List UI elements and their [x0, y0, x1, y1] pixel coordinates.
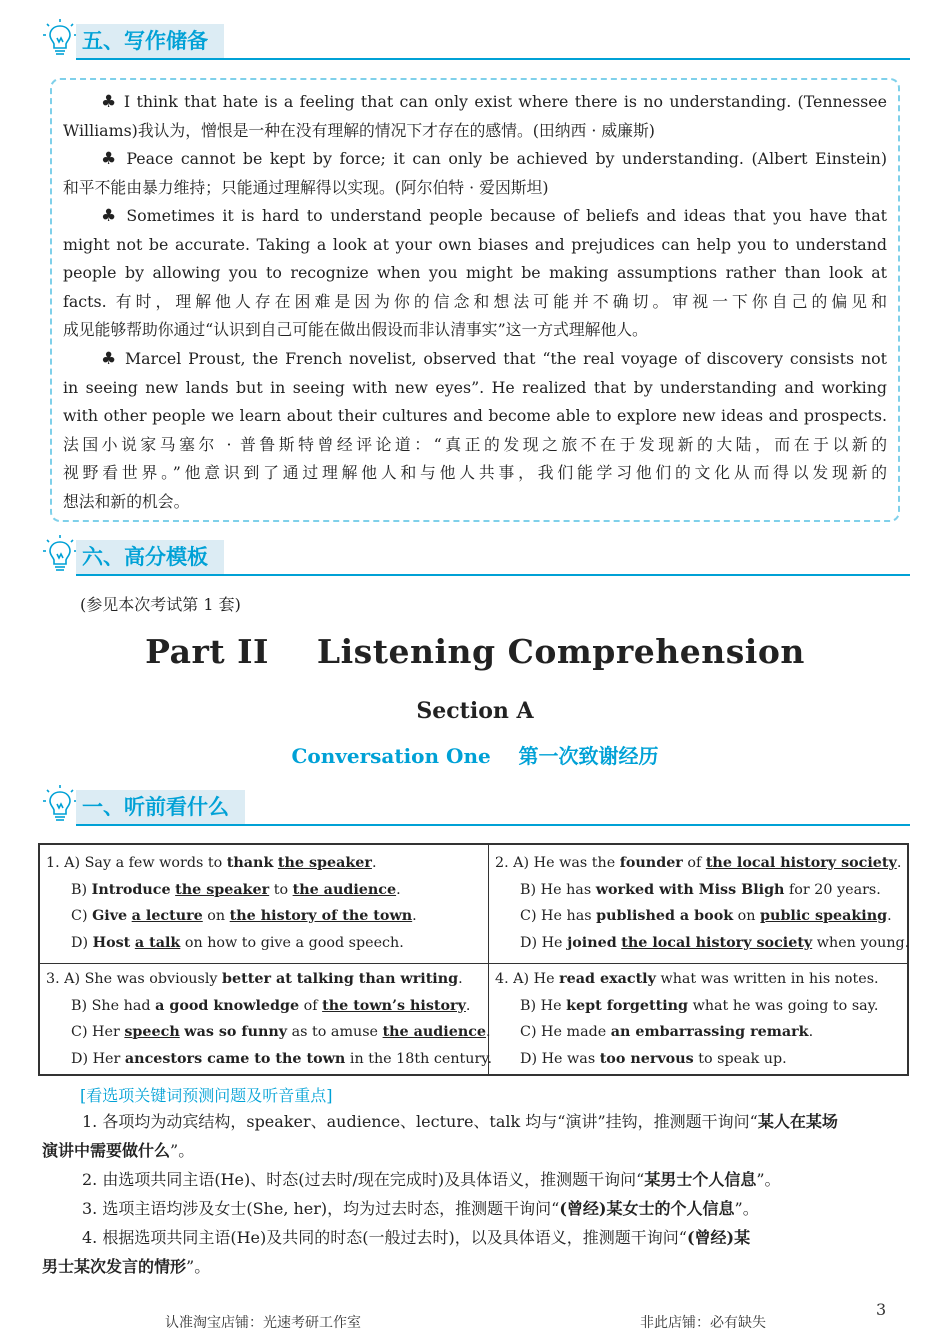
option-2b: B) He has worked with Miss Bligh for 20 years.	[520, 881, 881, 898]
option-3a: 3. A) She was obviously better at talking than writing.	[46, 971, 463, 987]
analysis-heading: [看选项关键词预测问题及听音重点]	[80, 1086, 333, 1105]
quote-text: Williams)我认为，憎恨是一种在没有理解的情况下才存在的感情。(田纳西 · 威廉斯)	[63, 120, 655, 140]
section-label: 一、听前看什么	[76, 790, 245, 824]
club-icon: ♣	[101, 92, 118, 112]
analysis-item-4: 4. 根据选项共同主语(He)及共同的时态(一般过去时)，以及具体语义，推测题干询问“(曾经)某 男士某次发言的情形”。	[42, 1228, 751, 1276]
page-number: 3	[876, 1300, 887, 1319]
option-3d: D) Her ancestors came to the town in the 18th century.	[71, 1050, 493, 1067]
option-4d: D) He was too nervous to speak up.	[520, 1050, 787, 1067]
option-1c: C) Give a lecture on the history of the town.	[71, 908, 417, 924]
club-icon: ♣	[101, 149, 119, 169]
question-2-options	[495, 850, 909, 956]
option-3b: B) She had a good knowledge of the town’s history.	[71, 997, 471, 1014]
section-header-preview	[42, 790, 910, 826]
quote-text: I think that hate is a feeling that can only exist where there is no understanding. (Tennessee	[123, 92, 887, 111]
section-label: 五、写作储备	[76, 24, 224, 58]
analysis-item-2: 2. 由选项共同主语(He)、时态(过去时/现在完成时)及具体语义，推测题干询问“某男士个人信息”。	[82, 1170, 781, 1189]
section-header-template	[42, 540, 910, 576]
quote-text: with other people we learn about their cultures and become able to explore new ideas and prospects.	[63, 406, 887, 426]
quote-4	[63, 345, 887, 517]
quote-text: Marcel Proust, the French novelist, observed that “the real voyage of discovery consists not	[124, 349, 887, 368]
quote-text: 和平不能由暴力维持；只能通过理解得以实现。(阿尔伯特 · 爱因斯坦)	[63, 177, 549, 197]
reference-note: (参见本次考试第 1 套)	[80, 595, 241, 614]
quote-text: 法国小说家马塞尔 · 普鲁斯特曾经评论道：“真正的发现之旅不在于发现新的大陆，而在于以新的	[63, 434, 887, 454]
option-2d: D) He joined the local history society when young.	[520, 934, 910, 951]
quote-text: 想法和新的机会。	[63, 491, 190, 511]
analysis-item-1: 1. 各项均为动宾结构，speaker、audience、lecture、talk 均与“演讲”挂钩，推测题干询问“某人在某场 演讲中需要做什么”。	[42, 1112, 838, 1160]
option-3c: C) Her speech was so funny as to amuse the audience.	[71, 1024, 491, 1040]
section-rule	[76, 824, 910, 826]
lightbulb-icon	[42, 534, 78, 574]
part-title: Part II Listening Comprehension	[145, 632, 805, 671]
quote-text: might not be accurate. Taking a look at your own biases and prejudices can help you to understand	[63, 234, 887, 254]
quote-3	[63, 202, 887, 345]
club-icon: ♣	[101, 349, 119, 369]
table-divider	[40, 963, 907, 964]
question-4-options	[495, 966, 879, 1072]
question-3-options	[46, 966, 492, 1072]
lightbulb-icon	[42, 18, 78, 58]
section-header-writing	[42, 24, 910, 60]
quote-text: 视野看世界。”他意识到了通过理解他人和与他人共事，我们能学习他们的文化从而得以发现新的	[63, 463, 887, 483]
option-4b: B) He kept forgetting what he was going to say.	[520, 997, 879, 1014]
quote-text: Sometimes it is hard to understand people because of beliefs and ideas that you have that	[126, 206, 887, 225]
quote-2	[63, 145, 887, 202]
option-1d: D) Host a talk on how to give a good speech.	[71, 934, 404, 951]
option-2c: C) He has published a book on public speaking.	[520, 908, 892, 924]
section-rule	[76, 574, 910, 576]
quote-text: in seeing new lands but in seeing with new eyes”. He realized that by understanding and working	[63, 377, 887, 397]
section-title: Section A	[416, 698, 534, 724]
conversation-title: Conversation One 第一次致谢经历	[291, 744, 659, 768]
options-table	[38, 843, 909, 1076]
option-4a: 4. A) He read exactly what was written in his notes.	[495, 971, 879, 987]
quote-text: facts. 有时，理解他人存在困难是因为你的信念和想法可能并不确切。审视一下你自己的偏见和	[63, 291, 887, 311]
quote-text: 成见能够帮助你通过“认识到自己可能在做出假设而非认清事实”这一方式理解他人。	[63, 320, 648, 340]
footer-right: 非此店铺：必有缺失	[640, 1315, 766, 1331]
section-label: 六、高分模板	[76, 540, 224, 574]
quote-text: Peace cannot be kept by force; it can only be achieved by understanding. (Albert Einstein)	[126, 149, 887, 168]
option-4c: C) He made an embarrassing remark.	[520, 1024, 814, 1040]
option-1b: B) Introduce the speaker to the audience.	[71, 881, 401, 898]
section-rule	[76, 58, 910, 60]
quote-text: people by allowing you to recognize when you might be making assumptions rather than look at	[63, 263, 887, 283]
quote-1	[63, 88, 887, 145]
question-1-options	[46, 850, 417, 956]
club-icon: ♣	[101, 206, 119, 226]
option-1a: 1. A) Say a few words to thank the speaker.	[46, 855, 377, 871]
option-2a: 2. A) He was the founder of the local history society.	[495, 855, 902, 871]
footer-left: 认准淘宝店铺：光速考研工作室	[165, 1315, 361, 1331]
lightbulb-icon	[42, 784, 78, 824]
analysis-item-3: 3. 选项主语均涉及女士(She, her)，均为过去时态，推测题干询问“(曾经)某女士的个人信息”。	[82, 1199, 759, 1218]
